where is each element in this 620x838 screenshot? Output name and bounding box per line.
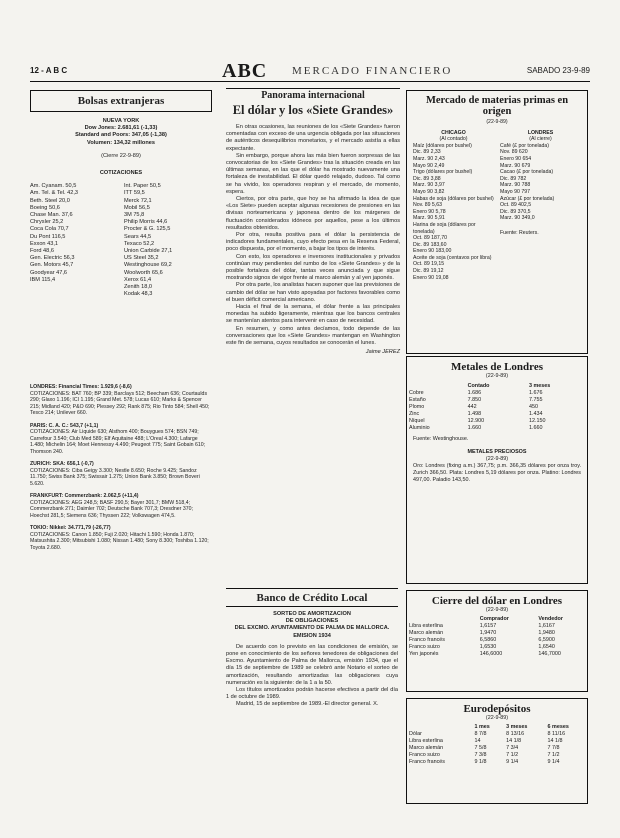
euro-row — [407, 731, 587, 738]
metales-row — [407, 418, 587, 425]
dolar-row — [407, 644, 587, 651]
preciosos-text: Oro: Londres (fixing a.m.) 367,75; p.m. 366,35 dólares por onza troy. Zurich 366,50. Plata: Londres 5,19 dólares por onza. Platino: Londres 497,00. Paladio 143,50. — [413, 463, 581, 483]
chicago-row: Dic. 89 3,88 — [413, 175, 441, 182]
dolar-row — [407, 637, 587, 644]
metales-title: Metales de Londres — [450, 361, 544, 373]
panorama-para: En otras ocasiones, las reuniones de los «Siete Grandes» fueron comentadas con exceso de una urgencia obligada por las situaciones de auténticos desequilibrios monetarios, y el mercado asistía a ellas expectante. — [226, 124, 400, 152]
panorama-para: Por otra, resulta positiva para el dólar la persistencia de indicadores fundamentales, cuyo efecto pesa en la Reserva Federal, poco dispuesta, por el momento, a bajar los tipos de interés. — [226, 232, 400, 253]
quote: Boeing 50,6 — [30, 204, 60, 211]
rate-1m: 9 1/8 — [474, 759, 487, 765]
euro-header: 3 meses — [506, 724, 528, 730]
quote: Int. Paper 50,5 — [124, 183, 161, 190]
buy: 6,5860 — [479, 637, 497, 643]
metal-name: Cobre — [409, 390, 424, 396]
dolar-header: Vendedor — [538, 616, 563, 622]
sell: 1,9480 — [538, 630, 555, 636]
euro-header: 1 mes — [474, 724, 490, 730]
euro-date: (22-9-89) — [485, 715, 509, 721]
quote: Gen. Electric 56,3 — [30, 255, 75, 262]
tokyo-text: COTIZACIONES: Canon 1.850; Fuji 2.020; Hitachi 1.590; Honda 1.870; Matsushita 2.300; Mitsubishi 1.080; Nissan 1.480; Sony 8.300; Toshiba 1.120; Toyota 2.680. — [30, 531, 209, 551]
dolar-title: Cierre del dólar en Londres — [431, 595, 563, 607]
metal-name: Estaño — [409, 397, 426, 403]
quote: Ford 48,6 — [30, 248, 54, 255]
euro-table — [407, 724, 587, 766]
metales-row — [407, 425, 587, 432]
euro-row — [407, 738, 587, 745]
panorama-kicker: Panorama internacional — [226, 88, 400, 101]
panorama-para: Con esto, los operadores e inversores institucionales y privados continúan muy pendientes del rumbo de los «Siete Grandes» y de la posible fortaleza del dólar, tantas veces anunciada y que sigue mostrando signos de vigor frente al marco alemán y al yen japonés. — [226, 253, 400, 282]
currency: Franco francés — [409, 637, 445, 643]
metales-row — [407, 411, 587, 418]
euro-header: 6 meses — [547, 724, 569, 730]
rate-3m: 7 1/2 — [506, 752, 519, 758]
euro-row — [407, 745, 587, 752]
rate-1m: 8 7/8 — [474, 731, 487, 737]
ny-lines — [30, 125, 212, 147]
quote: Philip Morris 44,6 — [124, 219, 168, 226]
currency: Franco suizo — [409, 752, 440, 758]
metal-contado: 1.660 — [467, 425, 482, 431]
metales-date: (22-9-89) — [485, 373, 509, 379]
chicago-row: Enero 90 5,78 — [413, 208, 446, 215]
londres-row: Marz. 90 679 — [500, 162, 531, 169]
mercado-note: Fuente: Reuters. — [500, 229, 539, 236]
currency: Libra esterlina — [409, 738, 443, 744]
metales-header — [407, 383, 466, 390]
metal-3m: 12.150 — [528, 418, 546, 424]
londres-row: Enero 90 654 — [500, 155, 532, 162]
ny-line: Volumen: 134,32 millones — [87, 139, 155, 146]
metal-contado: 12.900 — [467, 418, 485, 424]
banco-box — [226, 588, 398, 709]
quote: Beth. Steel 20,0 — [30, 197, 70, 204]
issue-date: SABADO 23-9-89 — [526, 66, 590, 75]
header-rule — [30, 81, 590, 82]
panorama-para: Por otra parte, los analistas hacen suponer que las previsiones de cambio del dólar se han visto apoyadas por factores favorables como el buen déficit comercial americano. — [226, 282, 400, 303]
quote: US Steel 35,2 — [124, 255, 159, 262]
chicago-row: Nov. 89 5,63 — [413, 202, 443, 209]
dolar-header-row — [407, 616, 587, 623]
panorama-para: En resumen, y como antes decíamos, todo depende de las conversaciones que los «Siete Grandes» mantengan en Washington este fin de semana, cuyos resultados se conocerán el lunes. — [226, 325, 400, 347]
metal-contado: 1.498 — [467, 411, 482, 417]
metales-note: Fuente: Westinghouse. — [413, 436, 469, 442]
quote: Gen. Motors 45,7 — [30, 262, 74, 269]
buy: 1,6530 — [479, 644, 497, 650]
bolsas-column — [30, 88, 214, 808]
mercado-title: Mercado de materias primas en origen — [425, 95, 569, 117]
metal-name: Níquel — [409, 418, 425, 424]
chicago-row: Aceite de soja (centavos por libra) — [413, 254, 492, 261]
chicago-row: Maíz (dólares por bushel) — [413, 142, 472, 149]
metal-3m: 1.434 — [528, 411, 543, 417]
quote: Procter & G. 125,5 — [124, 226, 171, 233]
londres-row: Marz. 90 788 — [500, 182, 531, 189]
londres-row: Mayo 90 797 — [500, 188, 530, 195]
preciosos-date: (22-9-89) — [485, 456, 509, 462]
frankfurt-head: FRANKFURT: Commerzbank: 2.062,5 (+11,4) — [30, 493, 139, 499]
page-header — [30, 60, 590, 82]
dolar-box — [406, 590, 588, 692]
rate-3m: 8 13/16 — [506, 731, 525, 737]
dolar-row — [407, 630, 587, 637]
rate-6m: 9 1/4 — [547, 759, 560, 765]
mercado-date: (22-9-89) — [486, 119, 508, 125]
banco-sub3: DEL EXCMO. AYUNTAMIENTO DE PALMA DE MALLORCA. EMISION 1934 — [234, 625, 390, 639]
chicago-row: Dic. 89 183,60 — [413, 241, 447, 248]
chicago-row: Dic. 89 19,12 — [413, 268, 444, 275]
londres-row: Dic. 89 782 — [500, 175, 527, 182]
rate-1m: 7 5/8 — [474, 745, 487, 751]
panorama-column — [226, 88, 400, 808]
metal-3m: 7.755 — [528, 397, 543, 403]
page-number: 12 - A B C — [30, 66, 68, 75]
ny-list-right — [124, 183, 212, 298]
banco-sub1: SORTEO DE AMORTIZACION — [273, 611, 351, 617]
quote: Westinghouse 69,2 — [124, 262, 172, 269]
chicago-row: Marz. 90 5,91 — [413, 215, 445, 222]
currency: Marco alemán — [409, 745, 444, 751]
rate-6m: 14 1/8 — [547, 738, 563, 744]
dolar-date: (22-9-89) — [485, 607, 509, 613]
quote: Am. Cyanam. 50,5 — [30, 183, 77, 190]
metal-3m: 1.676 — [528, 390, 543, 396]
londres-row: Dic. 89 370,5 — [500, 208, 531, 215]
dolar-row — [407, 651, 587, 658]
sell: 1,6167 — [538, 623, 555, 629]
chicago-row: Mayo 90 2,49 — [413, 162, 445, 169]
quote: Merck 72,1 — [124, 197, 152, 204]
panorama-para: Sin embargo, porque ahora las más bien fueron sorpresas de las convocatorias de los «Siete Grandes» tras la situación creada en las últimas semanas, en las que el dólar ha mostrado nuevamente una fortaleza de inestabilidad. El dólar quedó relajado, dudoso. Tal como se ha vivido, los operadores respiran y el mercado, de momento, espera. — [226, 152, 400, 195]
banco-para: Madrid, 15 de septiembre de 1989.-El director general. X. — [236, 701, 379, 708]
sell: 146,7000 — [538, 651, 561, 657]
paris-head: PARIS: C. A. C.: 543,7 (+1,1) — [30, 422, 99, 429]
euro-row — [407, 759, 587, 766]
quote: Texaco 52,2 — [124, 240, 155, 247]
euro-header — [407, 724, 472, 731]
euro-header-row — [407, 724, 587, 731]
london-text: COTIZACIONES: BAT 760; BP 339; Barclays 512; Beecham 636; Courtaulds 290; Glaxo 1.196; ICI 1.195; Grand Met. 578; Lucas 610; Marks & Spencer 215; Midland 420; P&O 690; Plessey 292; Rank 875; Rio Tinto 584; Shell 450; Tesco 214; Unilever 660. — [30, 390, 210, 416]
londres-row: Azúcar (£ por tonelada) — [500, 195, 555, 202]
rate-3m: 9 1/4 — [506, 759, 519, 765]
quote: ITT 59,5 — [124, 190, 145, 197]
dolar-header: Comprador — [479, 616, 509, 622]
rate-3m: 7 3/4 — [506, 745, 519, 751]
currency: Dólar — [409, 731, 422, 737]
panorama-author: Jaime JEREZ — [365, 349, 400, 356]
mercado-box — [406, 90, 588, 354]
chicago-row: Enero 90 19,08 — [413, 274, 449, 281]
metales-row — [407, 390, 587, 397]
currency: Franco suizo — [409, 644, 440, 650]
paris-text: COTIZACIONES: Air Liquide 630; Alsthom 400; Bouygues 574; BSN 749; Carrefour 3.540; Club Med 589; Elf Aquitaine 488; L'Oreal 4.300; Lafarge 1.480; Michelin 164; Moet Hennessy 4.490; Peugeot 775; Saint Gobain 610; Thomson 240. — [30, 429, 206, 455]
quote: Chase Man. 37,6 — [30, 212, 73, 219]
banco-title: Banco de Crédito Local — [226, 592, 398, 607]
londres-head: LONDRES — [527, 129, 554, 136]
euro-box — [406, 698, 588, 804]
zurich-text: COTIZACIONES: Ciba Geigy 3.300; Nestle 8.650; Roche 9.425; Sandoz 11.750; Swiss Bank 375; Swissair 1.275; Union Bank 3.850; Brown Boveri 5.620. — [30, 467, 200, 487]
euro-row — [407, 752, 587, 759]
metales-table — [407, 383, 587, 432]
cotizaciones-label: COTIZACIONES — [99, 170, 143, 177]
london-head: LONDRES: Financial Times: 1.929,6 (-8,6) — [30, 384, 132, 390]
quote: Chrysler 25,2 — [30, 219, 64, 226]
quote: Union Carbide 27,1 — [124, 248, 173, 255]
bolsas-title-box — [30, 90, 212, 112]
quote: Du Pont 116,5 — [30, 233, 66, 240]
quote: Coca Cola 70,7 — [30, 226, 69, 233]
currency: Marco alemán — [409, 630, 444, 636]
rate-3m: 14 1/8 — [506, 738, 522, 744]
metal-name: Plomo — [409, 404, 425, 410]
ny-line: Standard and Poors: 347,05 (-1,38) — [75, 132, 167, 139]
banco-para: De acuerdo con lo previsto en las condiciones de emisión, se pone en conocimiento de los señores tenedores de obligaciones del Excmo. Ayuntamiento de Palma de Mallorca, emisión 1934, que el día 15 de septiembre de 1989 se celebró ante Notario el sorteo de amortización, resultando amortizadas las obligaciones cuya numeración es la siguiente: de la 1 a la 50. — [226, 643, 398, 686]
chicago-row: Oct. 89 19,15 — [413, 261, 445, 268]
quote: 3M 75,8 — [124, 212, 145, 219]
sell: 6,5900 — [538, 637, 555, 643]
panorama-para: Hacia el final de la semana, el dólar frente a las principales monedas ha subido ligeramente, mientras que los bancos centrales se mantenían atentos para intervenir en caso de necesidad. — [226, 304, 400, 325]
newspaper-logo: ABC — [222, 60, 268, 82]
chicago-sub: (Al contado) — [439, 136, 468, 143]
metales-header: 3 meses — [528, 383, 551, 389]
metal-name: Aluminio — [409, 425, 430, 431]
frankfurt-text: COTIZACIONES: AEG 248,5; BASF 290,5; Bayer 301,7; BMW 518,4; Commerzbank 271; Daimler 702; Deutsche Bank 707,3; Dresdner 370; Hoechst 281,5; Siemens 636; Thyssen 222; Volkswagen 474,5. — [30, 499, 193, 519]
buy: 1,9470 — [479, 630, 497, 636]
chicago-row: Marz. 90 3,97 — [413, 182, 445, 189]
metal-name: Zinc — [409, 411, 420, 417]
quote: Woolworth 65,6 — [124, 269, 163, 276]
londres-row: Oct. 89 402,5 — [500, 202, 532, 209]
chicago-row: Trigo (dólares por bushel) — [413, 169, 473, 176]
buy: 1,6157 — [479, 623, 497, 629]
dolar-row — [407, 623, 587, 630]
buy: 146,6000 — [479, 651, 503, 657]
bolsas-title: Bolsas extranjeras — [77, 95, 165, 107]
metales-box — [406, 356, 588, 584]
metal-contado: 1.686 — [467, 390, 482, 396]
rate-1m: 14 — [474, 738, 481, 744]
panorama-para: Ciertos, por otra parte, que hoy se ha afirmado la idea de que «Los Siete» pueden aceptar algunas recesiones de presiones en las divisas norteamericana y japonesa dentro de los márgenes de fluctuación considerados idóneos por aquellos, pese a los últimos resultados obtenidos. — [226, 196, 400, 231]
preciosos-head: METALES PRECIOSOS — [467, 449, 527, 455]
quote: Xerox 61,4 — [124, 276, 152, 283]
metales-header-row — [407, 383, 587, 390]
ny-date: (Cierre 22-9-89) — [101, 152, 141, 159]
quote: Sears 44,5 — [124, 233, 152, 240]
quote: Goodyear 47,6 — [30, 269, 68, 276]
londres-row: Café (£ por tonelada) — [500, 142, 550, 149]
chicago-row: Enero 90 183,00 — [413, 248, 452, 255]
ny-list-left — [30, 183, 118, 298]
rate-1m: 7 3/8 — [474, 752, 487, 758]
chicago-row: Harina de soja (dólares por tonelada) — [413, 221, 476, 235]
quote: Zenith 18,0 — [124, 284, 152, 291]
londres-sub: (Al cierre) — [529, 136, 552, 143]
chicago-row: Habas de soja (dólares por bushel) — [413, 195, 494, 202]
chicago-head: CHICAGO — [441, 129, 466, 136]
currency: Libra esterlina — [409, 623, 443, 629]
chicago-row: Oct. 89 187,70 — [413, 235, 448, 242]
sell: 1,6540 — [538, 644, 555, 650]
quote: Am. Tel. & Tel. 42,3 — [30, 190, 78, 197]
currency: Franco francés — [409, 759, 445, 765]
currency: Yen japonés — [409, 651, 439, 657]
section-title: MERCADO FINANCIERO — [292, 65, 453, 77]
zurich-head: ZURICH: SKA: 656,1 (-0,7) — [30, 461, 94, 467]
rate-6m: 8 11/16 — [547, 731, 566, 737]
metal-contado: 7.850 — [467, 397, 482, 403]
metales-header: Contado — [467, 383, 490, 389]
euro-title: Eurodepósitos — [463, 703, 531, 715]
chicago-row: Marz. 90 2,43 — [413, 155, 445, 162]
londres-list — [500, 130, 581, 282]
chicago-row: Dic. 89 2,33 — [413, 149, 441, 156]
ny-line: Dow Jones: 2.681,61 (-1,33) — [84, 125, 158, 132]
quote: IBM 115,4 — [30, 276, 56, 283]
quote: Mobil 56,5 — [124, 204, 150, 211]
quote: Kodak 48,3 — [124, 291, 153, 298]
chicago-row: Mayo 90 3,82 — [413, 188, 445, 195]
dolar-header — [407, 616, 478, 623]
dolar-table — [407, 616, 587, 658]
metal-contado: 442 — [467, 404, 477, 410]
banco-para: Los títulos amortizados podrán hacerse efectivos a partir del día 1 de octubre de 1989. — [226, 687, 398, 701]
tokyo-head: TOKIO: Nikkei: 34.771,79 (-26,77) — [30, 525, 111, 531]
londres-row: Cacao (£ por tonelada) — [500, 169, 554, 176]
rate-6m: 7 7/8 — [547, 745, 560, 751]
metales-row — [407, 397, 587, 404]
metal-3m: 450 — [528, 404, 538, 410]
londres-row: Nov. 89 620 — [500, 149, 528, 156]
ny-head: NUEVA YORK — [102, 118, 140, 124]
londres-row: Marz. 90 349,0 — [500, 215, 535, 222]
rate-6m: 7 1/2 — [547, 752, 560, 758]
panorama-body — [226, 124, 400, 357]
metales-row — [407, 404, 587, 411]
banco-sub2: DE OBLIGACIONES — [285, 618, 339, 625]
panorama-title: El dólar y los «Siete Grandes» — [232, 103, 394, 117]
metal-3m: 1.660 — [528, 425, 543, 431]
quote: Exxon 43,1 — [30, 240, 58, 247]
chicago-list — [413, 130, 494, 282]
